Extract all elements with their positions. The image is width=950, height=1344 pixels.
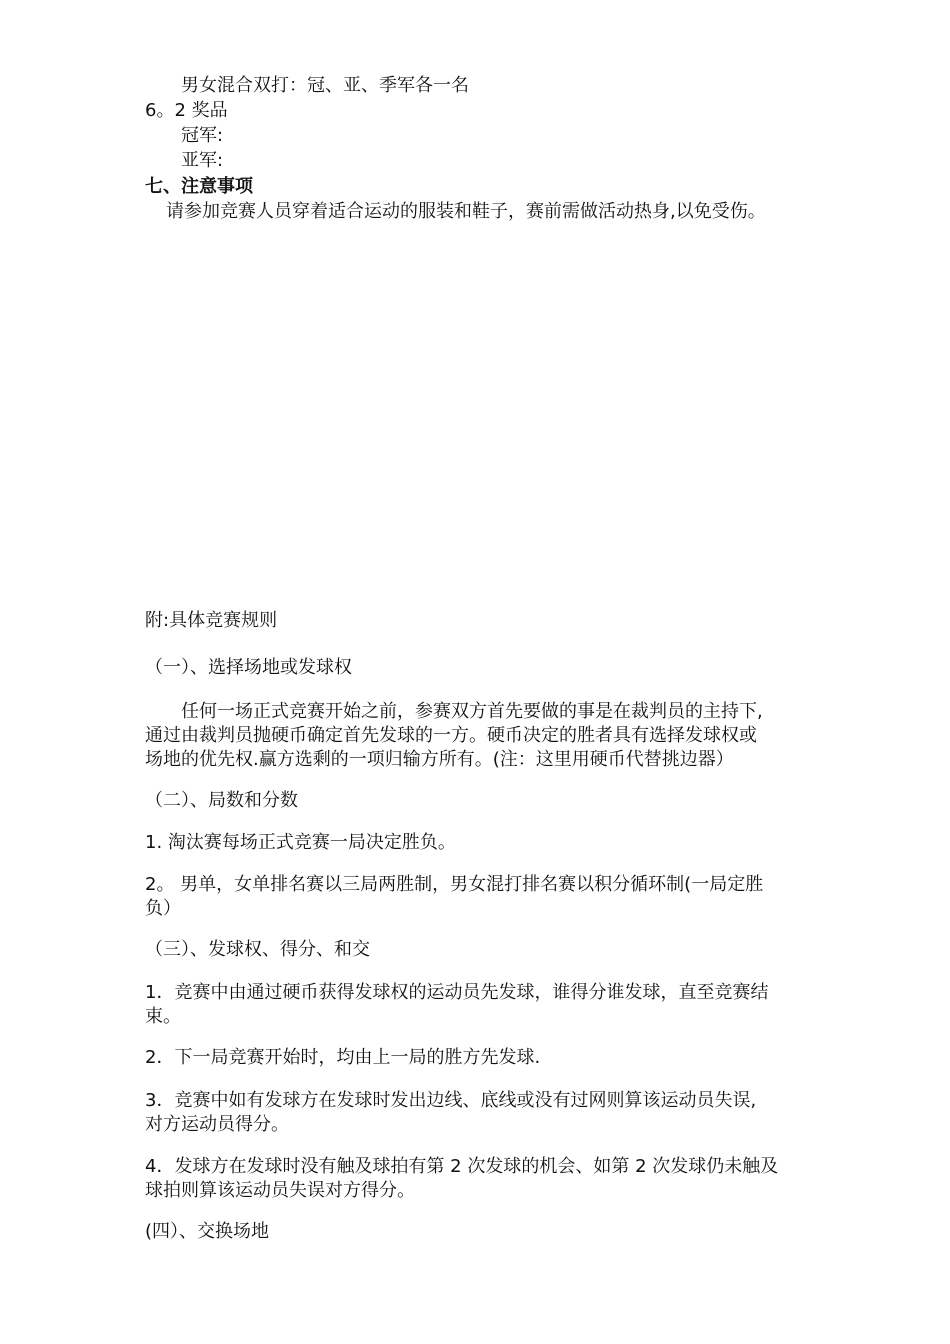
notice-text: 请参加竞赛人员穿着适合运动的服装和鞋子，赛前需做活动热身,以免受伤。 [166, 201, 766, 222]
section-3-item-4-line-1: 4．发球方在发球时没有触及球拍有第 2 次发球的机会、如第 2 次发球仍未触及 [145, 1156, 779, 1177]
section-3-item-1-line-1: 1．竞赛中由通过硬币获得发球权的运动员先发球，谁得分谁发球，直至竞赛结 [145, 982, 769, 1003]
section-3-item-3-line-1: 3．竞赛中如有发球方在发球时发出边线、底线或没有过网则算该运动员失误, [145, 1090, 757, 1111]
section-2-item-2-line-1: 2。 男单，女单排名赛以三局两胜制，男女混打排名赛以积分循环制(一局定胜 [145, 874, 764, 895]
notice-heading: 七、注意事项 [145, 176, 253, 197]
section-3-item-3-line-2: 对方运动员得分。 [145, 1114, 289, 1135]
champion-label: 冠军: [181, 125, 224, 146]
section-1-line-3: 场地的优先权.赢方选剩的一项归输方所有。(注：这里用硬币代替挑边器） [145, 749, 734, 770]
section-3-item-4-line-2: 球拍则算该运动员失误对方得分。 [145, 1180, 415, 1201]
section-3-item-2: 2．下一局竞赛开始时，均由上一局的胜方先发球. [145, 1047, 541, 1068]
section-1-line-1: 任何一场正式竞赛开始之前，参赛双方首先要做的事是在裁判员的主持下, [181, 701, 763, 722]
section-2-item-2-line-2: 负） [145, 898, 181, 919]
section-1-heading: （一）、选择场地或发球权 [145, 657, 352, 678]
appendix-title: 附:具体竞赛规则 [145, 610, 278, 631]
section-2-heading: （二）、局数和分数 [145, 790, 298, 811]
section-4-heading: (四）、交换场地 [145, 1221, 270, 1242]
prizes-heading: 6。2 奖品 [145, 100, 228, 121]
section-1-line-2: 通过由裁判员抛硬币确定首先发球的一方。硬币决定的胜者具有选择发球权或 [145, 725, 757, 746]
section-2-item-1: 1. 淘汰赛每场正式竞赛一局决定胜负。 [145, 832, 456, 853]
runner-up-label: 亚军: [181, 150, 224, 171]
section-3-heading: （三）、发球权、得分、和交 [145, 939, 370, 960]
mixed-doubles-awards: 男女混合双打：冠、亚、季军各一名 [181, 75, 469, 96]
section-3-item-1-line-2: 束。 [145, 1006, 181, 1027]
